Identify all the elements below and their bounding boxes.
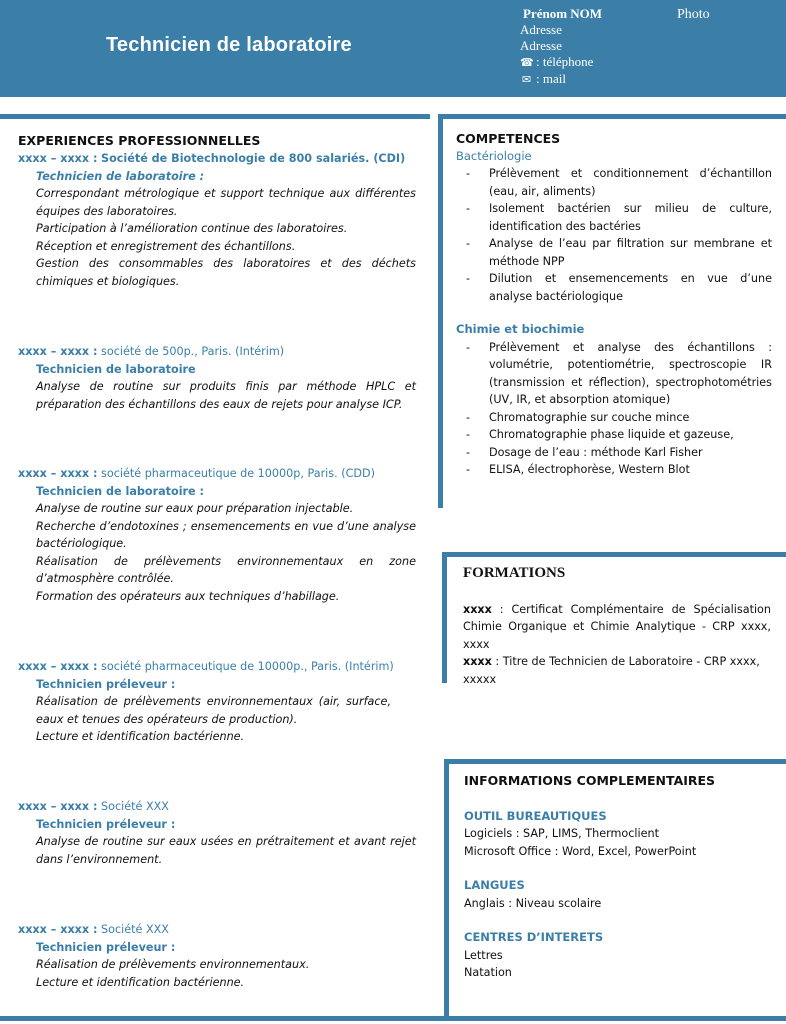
list-item: - Analyse de l’eau par filtration sur membrane et méthode NPP xyxy=(456,235,772,270)
infos-left-border xyxy=(444,759,449,1021)
experience-role: Technicien de laboratoire xyxy=(36,362,196,376)
experience-header: xxxx – xxxx : société de 500p., Paris. (Intérim) xyxy=(18,345,285,358)
chimie-list xyxy=(456,339,772,479)
photo-placeholder: Photo xyxy=(677,7,710,22)
formations-section xyxy=(463,565,771,688)
formation-text: : Titre de Technicien de Laboratoire - CRP xxxx, xxxxx xyxy=(463,655,760,686)
experiences-title-wrap xyxy=(18,132,416,150)
person-name: Prénom NOM xyxy=(523,6,603,21)
infos-title: INFORMATIONS COMPLEMENTAIRES xyxy=(464,773,716,788)
experience-role: Technicien préleveur : xyxy=(36,677,176,691)
experience-header: xxxx – xxxx : Société XXX xyxy=(18,923,169,936)
infos-top-border xyxy=(444,759,786,764)
experience-line: Formation des opérateurs aux techniques d’habillage. xyxy=(36,589,340,603)
centres-title: CENTRES D’INTERETS xyxy=(464,930,604,944)
experience-header: xxxx – xxxx : Société XXX xyxy=(18,800,169,813)
experiences-title: EXPERIENCES PROFESSIONNELLES xyxy=(18,133,261,148)
address-line-2: Adresse xyxy=(520,38,562,53)
experience-item-6 xyxy=(18,921,416,991)
experience-item-5 xyxy=(18,798,416,868)
left-top-border xyxy=(0,114,430,119)
list-item: - Dilution et ensemencements en vue d’une analyse bactériologique xyxy=(456,270,772,305)
experience-header: xxxx – xxxx : Société de Biotechnologie de 800 salariés. (CDI) xyxy=(18,152,406,165)
bacterio-subtitle: Bactériologie xyxy=(456,148,532,163)
experience-line: Participation à l’amélioration continue des laboratoires. xyxy=(36,222,348,235)
competences-top-border xyxy=(438,114,786,119)
list-item: - Prélèvement et analyse des échantillons : volumétrie, potentiométrie, spectroscopie IR (transmission et réflection), spectrophotométries (UV, IR, et absorption atomique) xyxy=(456,339,772,409)
formation-text: : Certificat Complémentaire de Spécialisation Chimie Organique et Chimie Analytique - CRP xxxx, xxxx xyxy=(463,602,771,651)
experience-line: Lecture et identification bactérienne. xyxy=(36,975,245,989)
experience-item-1 xyxy=(18,150,416,290)
list-item: - ELISA, électrophorèse, Western Blot xyxy=(456,461,772,479)
experience-line: Réalisation de prélèvements environnementaux (air, surface, eaux et tenues des opérateurs de production). xyxy=(36,695,391,726)
experience-header: xxxx – xxxx : société pharmaceutique de 10000p, Paris. (CDD) xyxy=(18,467,376,480)
list-item: - Isolement bactérien sur milieu de culture, identification des bactéries xyxy=(456,200,772,235)
address-line-1: Adresse xyxy=(520,22,562,37)
competences-left-border xyxy=(438,114,443,508)
list-item: - Chromatographie sur couche mince xyxy=(456,409,772,427)
experience-line: Analyse de routine sur eaux usées en prétraitement et avant rejet dans l’environnement. xyxy=(36,835,416,866)
experience-role: Technicien de laboratoire : xyxy=(36,169,205,183)
experience-role: Technicien de laboratoire : xyxy=(36,484,205,498)
outils-title: OUTIL BUREAUTIQUES xyxy=(464,808,607,823)
experience-line: Correspondant métrologique et support technique aux différentes équipes des laboratoires. xyxy=(36,187,416,218)
formations-title: FORMATIONS xyxy=(463,565,566,581)
formation-code: xxxx xyxy=(463,602,492,616)
formation-item-2 xyxy=(463,653,771,688)
phone-icon: ☎ xyxy=(520,57,534,69)
mail-icon: ✉ xyxy=(521,74,532,86)
experience-line: Analyse de routine sur eaux pour préparation injectable. xyxy=(36,502,354,515)
centres-line: Lettres xyxy=(464,948,503,962)
experience-item-3 xyxy=(18,465,416,605)
experience-role: Technicien préleveur : xyxy=(36,817,176,831)
list-item: - Prélèvement et conditionnement d’échantillon (eau, air, aliments) xyxy=(456,165,772,200)
competences-section xyxy=(456,130,772,479)
langues-line: Anglais : Niveau scolaire xyxy=(464,896,602,910)
experience-line: Recherche d’endotoxines ; ensemencements en vue d’une analyse bactériologique. xyxy=(36,519,416,550)
phone-row xyxy=(520,54,602,71)
list-item: - Dosage de l’eau : méthode Karl Fisher xyxy=(456,444,772,462)
mail-label: : mail xyxy=(536,71,566,86)
formations-top-border xyxy=(442,552,786,557)
left-bottom-border xyxy=(0,1016,786,1021)
formation-item-1 xyxy=(463,601,771,654)
experience-line: Réalisation de prélèvements environnementaux. xyxy=(36,958,310,971)
experience-header: xxxx – xxxx : société pharmaceutique de 10000p., Paris. (Intérim) xyxy=(18,660,394,673)
mail-row xyxy=(520,71,602,88)
experience-item-2 xyxy=(18,343,416,413)
outils-line: Microsoft Office : Word, Excel, PowerPoint xyxy=(464,844,697,858)
bacterio-list xyxy=(456,165,772,305)
chimie-subtitle: Chimie et biochimie xyxy=(456,322,585,336)
outils-line: Logiciels : SAP, LIMS, Thermoclient xyxy=(464,827,659,840)
experience-line: Réalisation de prélèvements environnementaux en zone d’atmosphère contrôlée. xyxy=(36,554,416,585)
experience-line: Réception et enregistrement des échantillons. xyxy=(36,239,296,253)
experience-line: Analyse de routine sur produits finis par méthode HPLC et préparation des échantillons des eaux de rejets pour analyse ICP. xyxy=(36,380,416,411)
phone-label: : téléphone xyxy=(536,54,594,69)
experience-line: Gestion des consommables des laboratoires et des déchets chimiques et biologiques. xyxy=(36,257,416,288)
infos-section xyxy=(464,772,774,982)
header-banner xyxy=(0,0,786,97)
contact-block xyxy=(520,6,602,88)
formations-left-border xyxy=(442,552,447,683)
formation-code: xxxx xyxy=(463,655,492,668)
experience-item-4 xyxy=(18,658,416,746)
centres-line: Natation xyxy=(464,966,512,979)
list-item: - Chromatographie phase liquide et gazeuse, xyxy=(456,426,772,444)
experience-line: Lecture et identification bactérienne. xyxy=(36,730,245,743)
competences-title: COMPETENCES xyxy=(456,131,561,146)
job-title: Technicien de laboratoire xyxy=(106,34,352,56)
langues-title: LANGUES xyxy=(464,878,525,892)
experience-role: Technicien préleveur : xyxy=(36,940,176,954)
